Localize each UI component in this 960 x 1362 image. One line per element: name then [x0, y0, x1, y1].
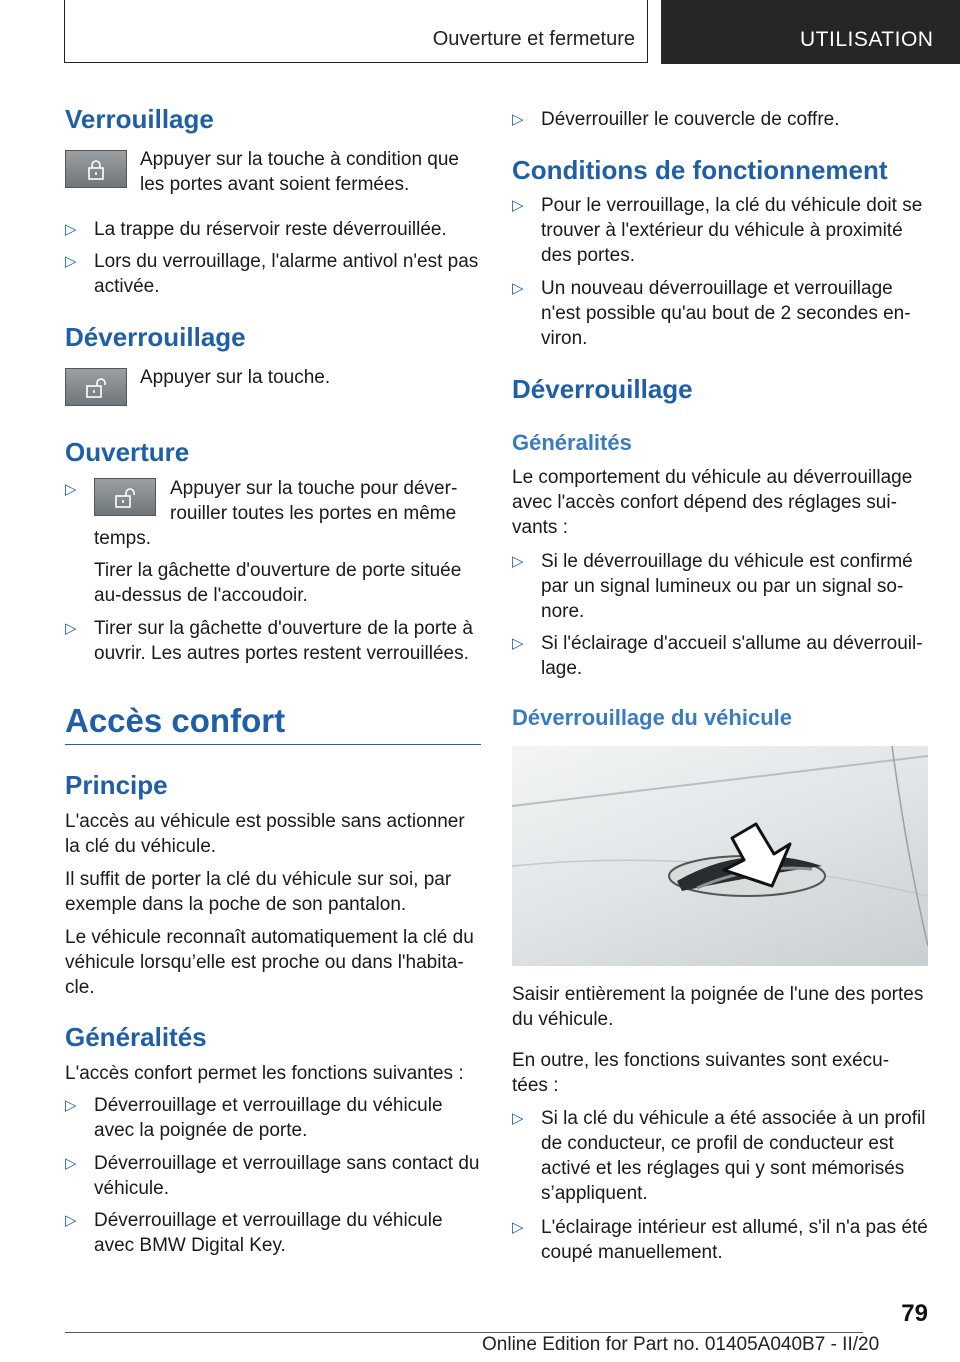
- heading-verrouillage: Verrouillage: [65, 104, 214, 134]
- heading-deverrouillage-vehicule: Déverrouillage du véhicule: [512, 705, 792, 730]
- principe-paragraph-3: Le véhicule reconnaît automatiquement la clé du véhicule lorsqu’elle est proche ou dans l'habita-cle.: [65, 927, 474, 998]
- bullet-icon: ▷: [512, 280, 524, 297]
- outre-bullet-2: L'éclairage intérieur est allumé, s'il n'a pas été coupé manuellement.: [541, 1217, 928, 1263]
- generalites-right-bullet-1: Si le déverrouillage du véhicule est confirmé par un signal lumineux ou par un signal so-nore.: [541, 551, 913, 622]
- bullet-icon: ▷: [512, 1219, 524, 1236]
- generalites-right-bullet-2: Si l'éclairage d'accueil s'allume au déverrouil-lage.: [541, 633, 923, 679]
- section-title: Ouverture et fermeture: [432, 28, 635, 50]
- conditions-bullet-1: Pour le verrouillage, la clé du véhicule doit se trouver à l'extérieur du véhicule à proximité des portes.: [541, 195, 923, 266]
- chapter-tab-label: UTILISATION: [800, 28, 934, 51]
- heading-generalites-left: Généralités: [65, 1022, 207, 1052]
- principe-paragraph-1: L'accès au véhicule est possible sans actionner la clé du véhicule.: [65, 811, 465, 857]
- footer-edition-text: Online Edition for Part no. 01405A040B7 - II/20: [482, 1334, 880, 1355]
- outre-paragraph: En outre, les fonctions suivantes sont exécu-tées :: [512, 1050, 890, 1096]
- chapter-tab[interactable]: [661, 0, 960, 64]
- verrouillage-desc: Appuyer sur la touche à condition que les portes avant soient fermées.: [140, 149, 459, 195]
- heading-generalites-right: Généralités: [512, 430, 632, 455]
- bullet-icon: ▷: [512, 197, 524, 214]
- generalites-bullet-3: Déverrouillage et verrouillage du véhicule avec BMW Digital Key.: [94, 1210, 443, 1256]
- heading-ouverture: Ouverture: [65, 437, 190, 467]
- heading-conditions: Conditions de fonctionnement: [512, 155, 888, 185]
- ouverture-bullet-1-line-2: rouiller toutes les portes en même: [170, 503, 457, 524]
- bullet-icon: ▷: [65, 1212, 77, 1229]
- bullet-icon: ▷: [65, 620, 77, 637]
- unlock-icon: [114, 488, 136, 508]
- principe-paragraph-2: Il suffit de porter la clé du véhicule sur soi, par exemple dans la poche de son pantalon.: [65, 869, 452, 915]
- heading-acces-confort: Accès confort: [65, 702, 286, 739]
- coffre-bullet: Déverrouiller le couvercle de coffre.: [541, 109, 840, 130]
- bullet-icon: ▷: [512, 111, 524, 128]
- ouverture-bullet-1-line-3: temps.: [94, 528, 152, 549]
- verrouillage-bullet-2: Lors du verrouillage, l'alarme antivol n'est pas activée.: [94, 251, 479, 297]
- bullet-icon: ▷: [65, 253, 77, 270]
- unlock-button-image: [94, 478, 156, 516]
- generalites-bullet-1: Déverrouillage et verrouillage du véhicule avec la poignée de porte.: [94, 1095, 443, 1141]
- generalites-paragraph: L'accès confort permet les fonctions suivantes :: [65, 1063, 464, 1084]
- ouverture-bullet-1-extra: Tirer la gâchette d'ouverture de porte située au-dessus de l'accoudoir.: [94, 560, 462, 606]
- footer-rule: [65, 1332, 863, 1333]
- heading-deverrouillage-right: Déverrouillage: [512, 374, 693, 404]
- conditions-bullet-2: Un nouveau déverrouillage et verrouillage n'est possible qu'au bout de 2 secondes en-viron.: [541, 278, 911, 349]
- ouverture-bullet-2: Tirer sur la gâchette d'ouverture de la porte à ouvrir. Les autres portes restent verrouillées.: [94, 618, 473, 664]
- bullet-icon: ▷: [512, 553, 524, 570]
- bullet-icon: ▷: [65, 221, 77, 238]
- generalites-right-paragraph: Le comportement du véhicule au déverrouillage avec l'accès confort dépend des réglages sui-vants :: [512, 467, 913, 538]
- heading-rule: [65, 744, 481, 745]
- header-section-box: [64, 0, 648, 63]
- bullet-icon: ▷: [65, 1097, 77, 1114]
- ouverture-bullet-1-line-1: Appuyer sur la touche pour déver-: [170, 478, 458, 499]
- door-handle-illustration: [512, 746, 928, 966]
- bullet-icon: ▷: [65, 1155, 77, 1172]
- bullet-icon: ▷: [512, 635, 524, 652]
- bullet-icon: ▷: [512, 1110, 524, 1127]
- deverrouillage-desc: Appuyer sur la touche.: [140, 367, 331, 388]
- verrouillage-bullet-1: La trappe du réservoir reste déverrouillée.: [94, 219, 447, 240]
- photo-caption-paragraph: Saisir entièrement la poignée de l'une des portes du véhicule.: [512, 984, 924, 1030]
- lock-button-image: [65, 150, 127, 188]
- door-handle-photo: [512, 746, 928, 966]
- outre-bullet-1: Si la clé du véhicule a été associée à un profil de conducteur, ce profil de conducteur est activé et les réglages qui y sont mémorisés s’appliquent.: [541, 1108, 926, 1204]
- heading-deverrouillage-left: Déverrouillage: [65, 322, 246, 352]
- generalites-bullet-2: Déverrouillage et verrouillage sans contact du véhicule.: [94, 1153, 480, 1199]
- unlock-icon: [85, 378, 107, 398]
- lock-icon: [85, 160, 107, 180]
- heading-principe: Principe: [65, 770, 168, 800]
- unlock-button-image: [65, 368, 127, 406]
- bullet-icon: ▷: [65, 481, 77, 498]
- page-number: 79: [901, 1300, 928, 1327]
